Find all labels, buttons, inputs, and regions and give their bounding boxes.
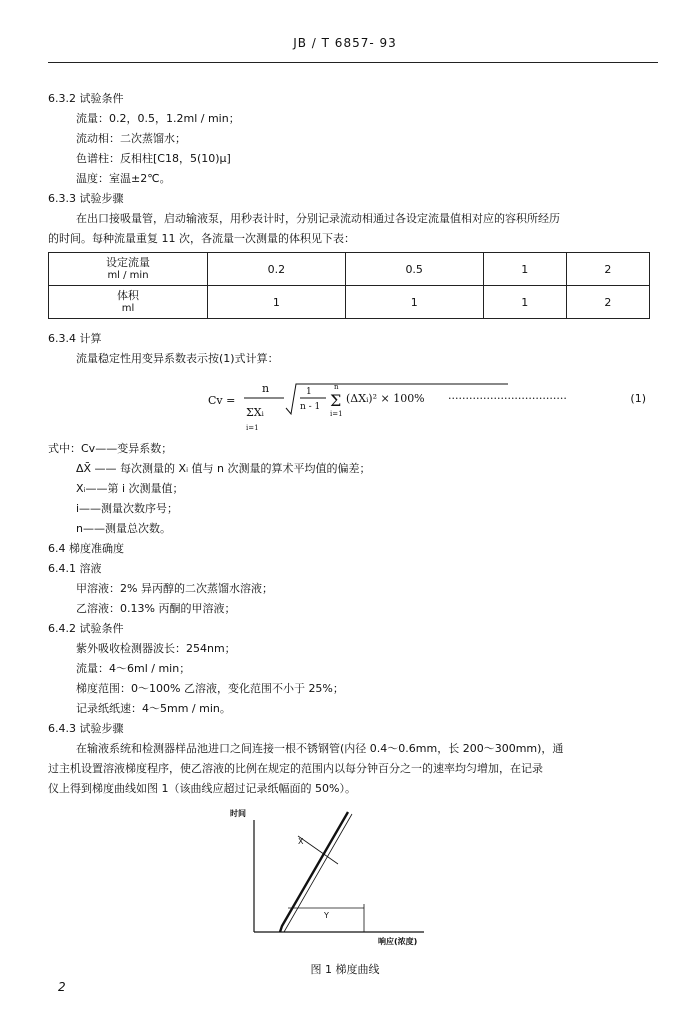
marker-x: X	[298, 837, 304, 846]
solution-b: 乙溶液：0.13% 丙酮的甲溶液；	[76, 602, 236, 615]
section-6-3-2-title: 6.3.2 试验条件	[48, 92, 124, 105]
table-cell: 1	[208, 286, 346, 319]
header-unit: ml	[121, 303, 135, 314]
table-row	[49, 253, 650, 286]
calc-intro: 流量稳定性用变异系数表示按(1)式计算：	[76, 352, 279, 365]
gradient-range: 梯度范围：0～100% 乙溶液，变化范围不小于 25%；	[76, 682, 344, 695]
table-cell: 2	[566, 286, 649, 319]
inner-numerator: 1	[306, 387, 312, 397]
figure-x-label: 响应(浓度)	[378, 937, 418, 946]
where-delta-x: ΔX̄ —— 每次测量的 Xᵢ 值与 n 次测量的算术平均值的偏差；	[76, 462, 371, 475]
sum-term: (ΔXᵢ)² × 100%	[346, 392, 425, 405]
gradient-curve-edge	[284, 814, 352, 932]
inner-denominator: n - 1	[300, 402, 321, 412]
figure-caption: 图 1 梯度曲线	[310, 963, 380, 976]
sum-upper: n	[334, 383, 339, 391]
formula-leader-dots: ··································	[448, 392, 567, 405]
solution-a: 甲溶液：2% 异丙醇的二次蒸馏水溶液；	[76, 582, 273, 595]
sum-symbol: Σ	[330, 391, 342, 410]
formula-denominator: ΣXᵢ	[246, 406, 264, 419]
gradient-curve	[280, 812, 348, 932]
chart-speed: 记录纸纸速：4～5mm / min。	[76, 702, 231, 715]
table-header-volume	[49, 286, 208, 319]
header-label: 体积	[117, 289, 139, 302]
gradient-flow: 流量：4～6ml / min；	[76, 662, 191, 675]
section-6-4-title: 6.4 梯度准确度	[48, 542, 124, 555]
section-6-3-3-title: 6.3.3 试验步骤	[48, 192, 124, 205]
where-cv: 式中：Cv——变异系数；	[48, 442, 173, 455]
gradient-procedure-line-2: 过主机设置溶液梯度程序，使乙溶液的比例在规定的范围内以每分钟百分之一的速率均匀增加，在记录	[48, 762, 543, 775]
section-6-3-4-title: 6.3.4 计算	[48, 332, 102, 345]
formula-graphic	[208, 378, 658, 440]
gradient-procedure-line-3: 仪上得到梯度曲线如图 1（该曲线应超过记录纸幅面的 50%）。	[48, 782, 356, 795]
figure-graphic	[228, 806, 448, 946]
cv-formula	[208, 378, 658, 440]
section-6-4-1-title: 6.4.1 溶液	[48, 562, 102, 575]
header-unit: ml / min	[107, 270, 149, 281]
formula-n: n	[262, 382, 270, 395]
marker-y: Y	[324, 911, 329, 920]
flow-line: 流量：0.2，0.5，1.2ml / min；	[76, 112, 240, 125]
equation-number: (1)	[630, 392, 646, 405]
flow-volume-table	[48, 252, 650, 319]
gradient-procedure-line-1: 在输液系统和检测器样品池进口之间连接一根不锈钢管(内径 0.4～0.6mm，长 200～300mm)，通	[76, 742, 564, 755]
section-6-4-2-title: 6.4.2 试验条件	[48, 622, 124, 635]
mobile-phase-line: 流动相：二次蒸馏水；	[76, 132, 186, 145]
table-row	[49, 286, 650, 319]
column-line: 色谱柱：反相柱[C18，5(10)μ]	[76, 152, 231, 165]
section-6-4-3-title: 6.4.3 试验步骤	[48, 722, 124, 735]
sum-lower: i=1	[330, 410, 343, 418]
table-cell: 0.5	[345, 253, 483, 286]
where-i: i——测量次数序号；	[76, 502, 179, 515]
table-cell: 1	[345, 286, 483, 319]
gradient-curve-figure	[228, 806, 448, 946]
header-label: 设定流量	[106, 256, 150, 269]
table-cell: 0.2	[208, 253, 346, 286]
standard-code: JB / T 6857- 93	[293, 36, 397, 50]
header-rule	[48, 62, 658, 63]
table-cell: 2	[566, 253, 649, 286]
procedure-paragraph-line-1: 在出口接吸量管，启动输液泵，用秒表计时，分别记录流动相通过各设定流量值相对应的容积所经历	[76, 212, 560, 225]
where-xi: Xᵢ——第 i 次测量值；	[76, 482, 184, 495]
temperature-line: 温度：室温±2℃。	[76, 172, 171, 185]
formula-lhs: Cv =	[208, 394, 236, 407]
figure-y-label: 时间	[230, 809, 246, 818]
table-cell: 1	[483, 286, 566, 319]
uv-wavelength: 紫外吸收检测器波长：254nm；	[76, 642, 236, 655]
table-header-flow	[49, 253, 208, 286]
where-n: n——测量总次数。	[76, 522, 171, 535]
procedure-paragraph-line-2: 的时间。每种流量重复 11 次，各流量一次测量的体积见下表：	[48, 232, 355, 245]
table-cell: 1	[483, 253, 566, 286]
page-number: 2	[58, 980, 66, 994]
formula-denominator-index: i=1	[246, 424, 259, 432]
